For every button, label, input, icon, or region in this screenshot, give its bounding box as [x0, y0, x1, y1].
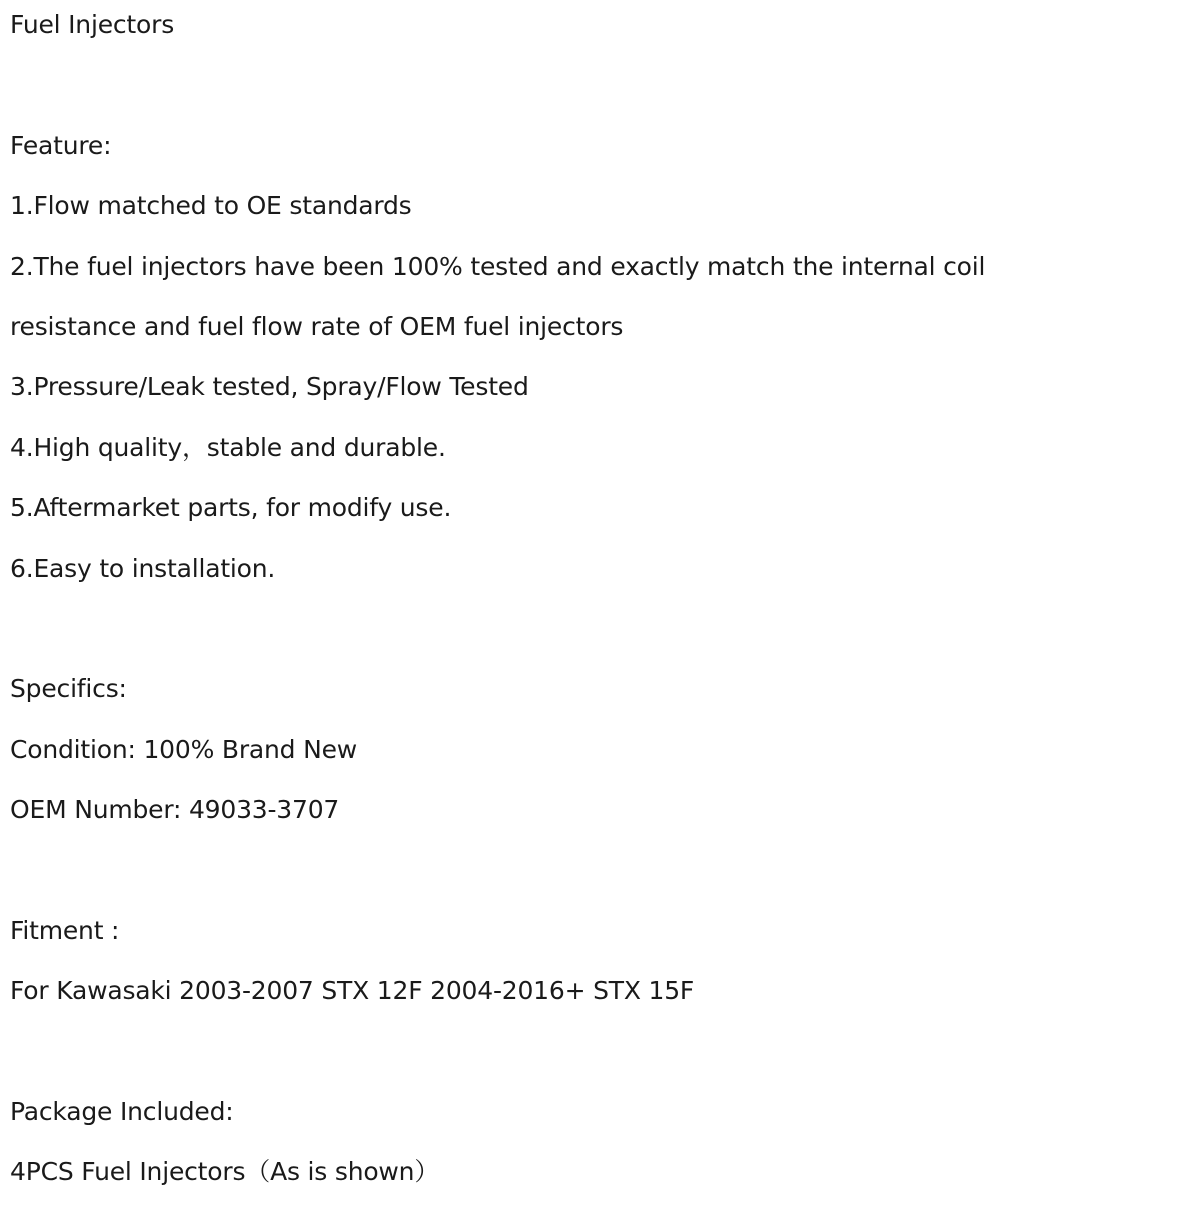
fitment-heading: Fitment : [10, 915, 120, 945]
specifics-heading: Specifics: [10, 674, 127, 704]
package-heading: Package Included: [10, 1097, 234, 1127]
oem-number-text: OEM Number: 49033-3707 [10, 795, 340, 825]
feature-item: 2.The fuel injectors have been 100% tested and exactly match the internal coil [10, 251, 986, 281]
feature-item: 6.Easy to installation. [10, 553, 276, 583]
feature-item: 3.Pressure/Leak tested, Spray/Flow Tested [10, 372, 529, 402]
document-title: Fuel Injectors [10, 10, 175, 39]
feature-item: 1.Flow matched to OE standards [10, 191, 412, 221]
feature-item: 5.Aftermarket parts, for modify use. [10, 493, 452, 523]
feature-item: 4.High quality，stable and durable. [10, 432, 446, 462]
spacer [10, 851, 1190, 911]
fitment-text: For Kawasaki 2003-2007 STX 12F 2004-2016+ STX 15F [10, 976, 695, 1006]
spacer [10, 66, 1190, 126]
package-text: 4PCS Fuel Injectors（As is shown） [10, 1157, 440, 1187]
spacer [10, 610, 1190, 670]
product-description [10, 6, 1190, 1214]
spacer [10, 1033, 1190, 1093]
condition-text: Condition: 100% Brand New [10, 734, 358, 764]
feature-heading: Feature: [10, 130, 112, 160]
feature-item: resistance and fuel flow rate of OEM fuel injectors [10, 311, 624, 341]
